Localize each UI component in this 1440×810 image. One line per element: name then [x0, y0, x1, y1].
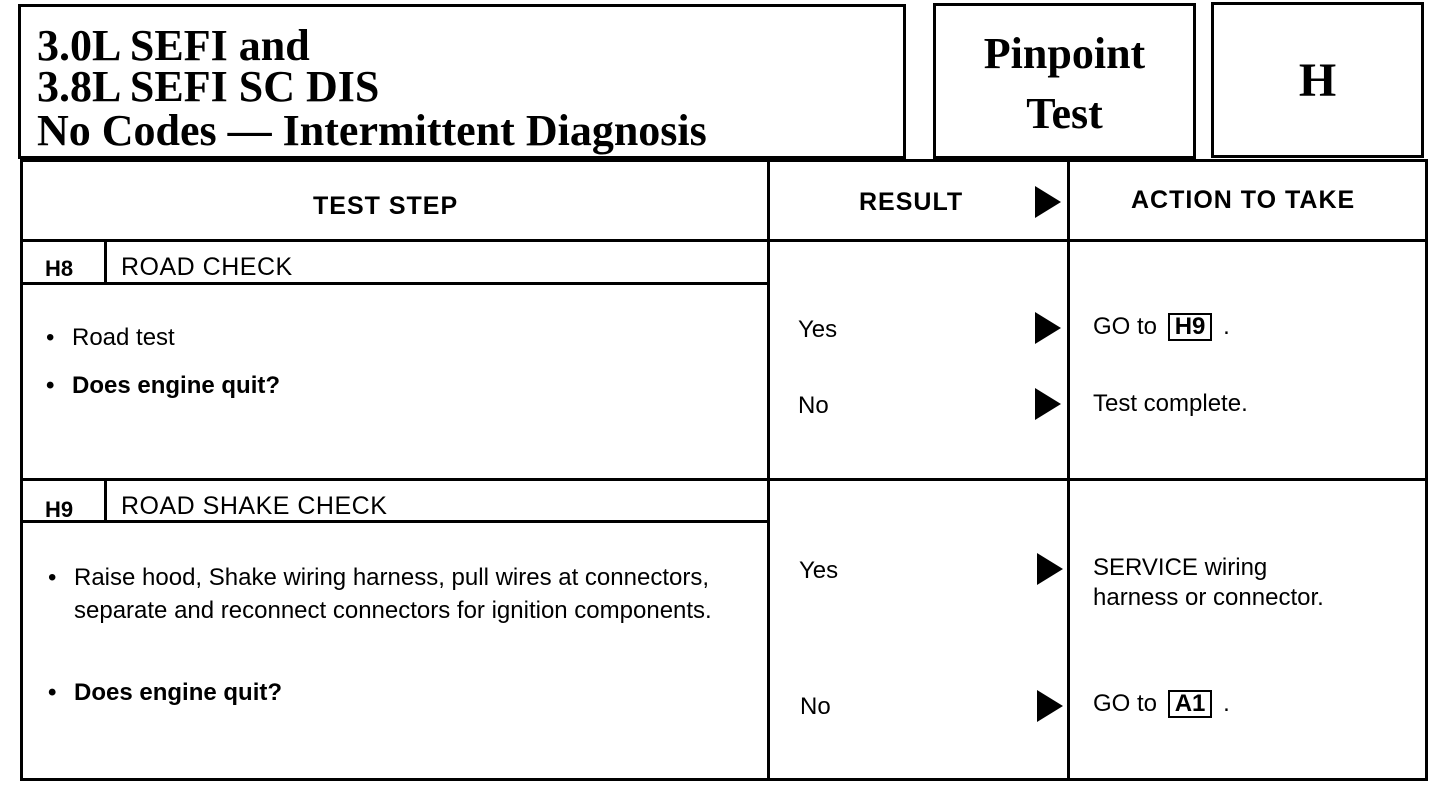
step-id-h9: H9 [45, 497, 74, 522]
ref-box-h9[interactable]: H9 [1168, 313, 1213, 341]
h9-bullet-1-text: Raise hood, Shake wiring harness, pull wires at connectors, separate and reconnect connectors for ignition components. [74, 564, 712, 624]
ref-box-a1[interactable]: A1 [1168, 690, 1213, 718]
h8-result-yes: Yes [798, 316, 838, 343]
title-line-2: 3.8L SEFI SC DIS [37, 62, 380, 111]
header-divider [23, 239, 1425, 242]
h8-action-yes-prefix: GO to [1093, 313, 1158, 340]
h8-result-no: No [798, 392, 829, 419]
row-divider [23, 478, 1425, 481]
diagnosis-table [20, 159, 1428, 781]
h8-action-yes-suffix: . [1223, 313, 1230, 340]
header-arrow-icon [1035, 186, 1061, 218]
h9-action-yes-line-2: harness or connector. [1093, 584, 1324, 611]
h9-bullet-2-text: Does engine quit? [74, 679, 283, 706]
h8-action-no: Test complete. [1093, 390, 1248, 417]
column-header-test-step: TEST STEP [313, 192, 459, 220]
pinpoint-label: Pinpoint [983, 29, 1146, 78]
bullet-dot-icon: • [48, 564, 57, 591]
step-title-h9: ROAD SHAKE CHECK [121, 492, 388, 520]
h9-result-yes: Yes [799, 557, 839, 584]
title-box [18, 4, 906, 159]
h8-bullet-2-text: Does engine quit? [72, 372, 281, 399]
column-header-action: ACTION TO TAKE [1131, 186, 1356, 214]
title-line-1: 3.0L SEFI and [37, 21, 310, 70]
h9-bullet-2 [48, 676, 283, 709]
bullet-dot-icon: • [46, 324, 55, 351]
divider-test-step-result [767, 162, 770, 778]
bullet-dot-icon: • [46, 372, 55, 399]
h8-id-divider [104, 242, 107, 282]
pinpoint-test-box [933, 3, 1196, 159]
h8-bullet-1 [46, 321, 175, 354]
test-letter: H [1298, 54, 1337, 107]
test-label: Test [1026, 89, 1103, 138]
column-header-result: RESULT [859, 188, 964, 216]
step-title-h8: ROAD CHECK [121, 253, 293, 281]
test-letter-box [1211, 2, 1424, 158]
h9-action-no-prefix: GO to [1093, 690, 1158, 717]
h9-action-yes [1093, 553, 1324, 613]
h9-action-no-suffix: . [1223, 690, 1230, 717]
h8-no-arrow-icon [1035, 388, 1061, 420]
h9-result-no: No [800, 693, 831, 720]
h8-action-yes [1093, 312, 1230, 342]
divider-result-action [1067, 162, 1070, 778]
step-id-h8: H8 [45, 256, 74, 281]
h9-bullet-1 [48, 561, 744, 627]
bullet-dot-icon: • [48, 679, 57, 706]
title-line-3: No Codes — Intermittent Diagnosis [37, 106, 707, 155]
h9-action-yes-line-1: SERVICE wiring [1093, 554, 1268, 581]
h9-id-divider [104, 481, 107, 521]
h9-yes-arrow-icon [1037, 553, 1063, 585]
h9-no-arrow-icon [1037, 690, 1063, 722]
h8-bullet-1-text: Road test [72, 324, 175, 351]
h8-bullet-2 [46, 369, 281, 402]
h8-yes-arrow-icon [1035, 312, 1061, 344]
h9-action-no [1093, 689, 1230, 719]
h8-title-underline [23, 282, 767, 285]
